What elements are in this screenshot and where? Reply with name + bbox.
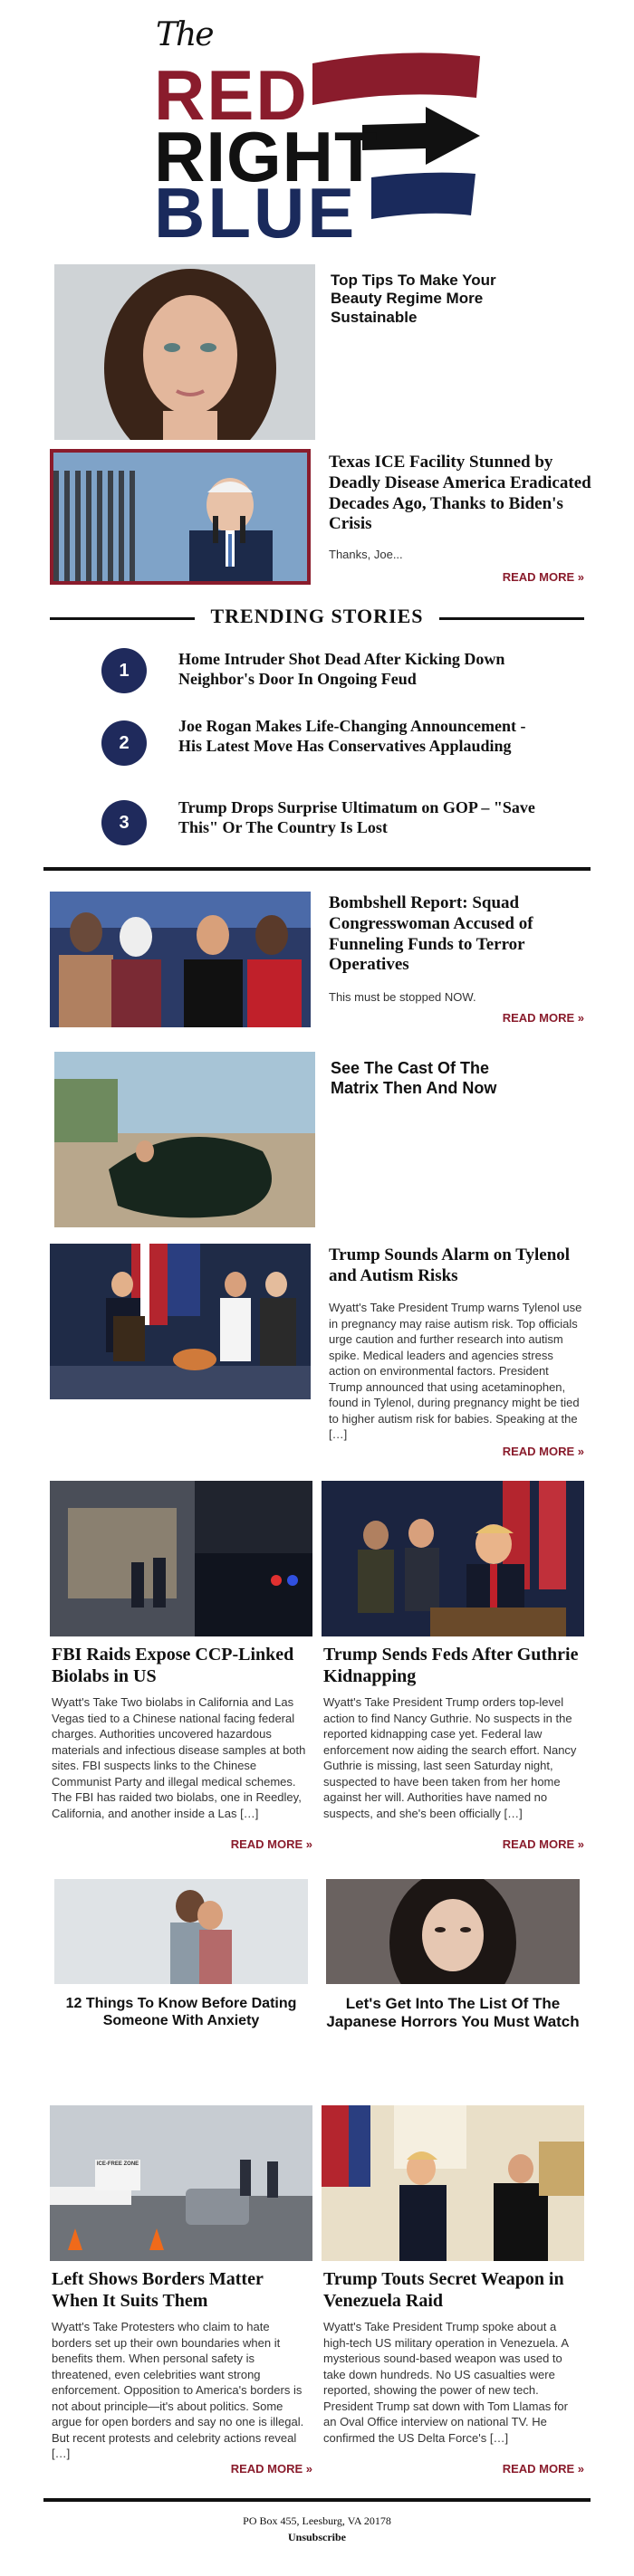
footer-divider	[43, 2498, 591, 2502]
article-biolabs-read-more[interactable]: READ MORE »	[230, 1837, 312, 1851]
article-guthrie[interactable]	[322, 1481, 584, 1851]
logo-red: RED	[154, 55, 309, 135]
article-texas-ice[interactable]	[50, 449, 591, 594]
article-venezuela[interactable]	[322, 2105, 584, 2476]
article-tylenol-headline[interactable]: Trump Sounds Alarm on Tylenol and Autism Risks	[329, 1245, 571, 1285]
article-beauty[interactable]	[50, 264, 584, 440]
trending-title: TRENDING STORIES	[210, 605, 424, 627]
trending-number-badge: 2	[101, 720, 147, 766]
ice-free-zone-sign: ICE-FREE ZONE	[96, 2161, 139, 2167]
article-squad[interactable]	[50, 892, 584, 1032]
article-texas-ice-read-more[interactable]: READ MORE »	[502, 570, 584, 584]
article-borders[interactable]	[50, 2105, 312, 2476]
logo-right: RIGHT	[154, 117, 379, 196]
article-dating-anxiety[interactable]	[50, 1879, 312, 2029]
brand-logo[interactable]	[0, 0, 634, 253]
trending-divider-right	[439, 617, 584, 620]
article-biolabs-headline[interactable]: FBI Raids Expose CCP-Linked Biolabs in US	[52, 1645, 294, 1686]
logo-the: The	[156, 16, 213, 53]
article-matrix-headline[interactable]: See The Cast Of The Matrix Then And Now	[331, 1059, 497, 1097]
article-tylenol-image[interactable]	[50, 1244, 311, 1399]
article-dating-anxiety-image[interactable]	[54, 1879, 308, 1984]
article-dating-anxiety-headline[interactable]: 12 Things To Know Before Dating Someone With Anxiety	[65, 1996, 297, 2029]
article-matrix-image[interactable]	[54, 1052, 315, 1227]
article-beauty-image[interactable]	[54, 264, 315, 440]
article-borders-teaser: Wyatt's Take Protesters who claim to hate borders set up their own boundaries when it benefits them. When personal safety is threatened, even celebrities want strong enforcement. Opposition to America's borders is not about principle—it's about politics. Some argue for open borders and say no one is illegal. But recent protests and celebrity actions reveal […]	[52, 2320, 304, 2461]
article-beauty-headline[interactable]: Top Tips To Make Your Beauty Regime More Sustainable	[331, 272, 496, 326]
trending-number-badge: 3	[101, 800, 147, 845]
article-biolabs-teaser: Wyatt's Take Two biolabs in California and Las Vegas tied to a Chinese national facing federal charges. Authorities uncovered hazardous materials and infectious disease samples at both sites. FBI suspects links to the Chinese Communist Party and illegal medical schemes. The FBI has raided two biolabs, one in Reedley, California, and another inside a Las […]	[52, 1695, 306, 1820]
article-borders-headline[interactable]: Left Shows Borders Matter When It Suits Them	[52, 2269, 264, 2311]
article-guthrie-headline[interactable]: Trump Sends Feds After Guthrie Kidnapping	[323, 1645, 579, 1686]
article-squad-read-more[interactable]: READ MORE »	[502, 1011, 584, 1025]
article-guthrie-image[interactable]	[322, 1481, 584, 1636]
section-divider	[43, 867, 591, 871]
article-biolabs[interactable]	[50, 1481, 312, 1851]
article-venezuela-image[interactable]	[322, 2105, 584, 2261]
article-tylenol-teaser: Wyatt's Take President Trump warns Tylenol use in pregnancy may raise autism risk. Top officials urge caution and further research into autism spike. Medical leaders and agencies stress action on environmental factors. President Trump announced that using acetaminophen, found in Tylenol, during pregnancy might be tied to higher autism risk for babies. Speaking at the […]	[329, 1301, 582, 1442]
article-guthrie-read-more[interactable]: READ MORE »	[502, 1837, 584, 1851]
trending-number-badge: 1	[101, 648, 147, 693]
article-venezuela-headline[interactable]: Trump Touts Secret Weapon in Venezuela Raid	[323, 2269, 564, 2311]
article-japanese-horrors[interactable]	[322, 1879, 584, 2033]
trending-item-link[interactable]: Joe Rogan Makes Life-Changing Announcement - His Latest Move Has Conservatives Applauding	[178, 717, 526, 755]
trending-item-link[interactable]: Home Intruder Shot Dead After Kicking Down Neighbor's Door In Ongoing Feud	[178, 650, 505, 688]
article-biolabs-image[interactable]	[50, 1481, 312, 1636]
article-texas-ice-teaser: Thanks, Joe...	[329, 548, 403, 561]
article-squad-headline[interactable]: Bombshell Report: Squad Congresswoman Accused of Funneling Funds to Terror Operatives	[329, 893, 533, 975]
article-tylenol[interactable]	[50, 1244, 584, 1470]
footer-address: PO Box 455, Leesburg, VA 20178	[243, 2514, 391, 2527]
article-squad-teaser: This must be stopped NOW.	[329, 990, 476, 1004]
article-japanese-horrors-image[interactable]	[326, 1879, 580, 1984]
article-japanese-horrors-headline[interactable]: Let's Get Into The List Of The Japanese Horrors You Must Watch	[326, 1995, 580, 2031]
article-tylenol-read-more[interactable]: READ MORE »	[502, 1445, 584, 1458]
article-texas-ice-image[interactable]	[50, 449, 311, 585]
article-venezuela-teaser: Wyatt's Take President Trump spoke about a high-tech US military operation in Venezuela. A mysterious sound-based weapon was used to take down hundreds. No US casualties were reported, showing the power of new tech. President Trump sat down with Tom Llamas for an Oval Office interview on national TV. He confirmed the US Delta Force's […]	[323, 2320, 569, 2445]
article-borders-image[interactable]	[50, 2105, 312, 2261]
trending-header	[50, 605, 584, 632]
article-borders-read-more[interactable]: READ MORE »	[230, 2462, 312, 2476]
article-venezuela-read-more[interactable]: READ MORE »	[502, 2462, 584, 2476]
article-texas-ice-headline[interactable]: Texas ICE Facility Stunned by Deadly Disease America Eradicated Decades Ago, Thanks to Biden's Crisis	[329, 453, 591, 534]
article-guthrie-teaser: Wyatt's Take President Trump orders top-level action to find Nancy Guthrie. No suspects in the reported kidnapping case yet. Federal law enforcement now aiding the search effort. Nancy Guthrie is missing, last seen Saturday night, suspected to have been taken from her home against her will. Authorities have named no suspects, and she's been officially […]	[323, 1695, 577, 1820]
unsubscribe-link[interactable]: Unsubscribe	[287, 2531, 346, 2543]
article-squad-image[interactable]	[50, 892, 311, 1027]
logo-blue: BLUE	[154, 173, 358, 253]
article-matrix[interactable]	[50, 1052, 584, 1227]
trending-item-link[interactable]: Trump Drops Surprise Ultimatum on GOP – "Save This" Or The Country Is Lost	[178, 798, 535, 836]
